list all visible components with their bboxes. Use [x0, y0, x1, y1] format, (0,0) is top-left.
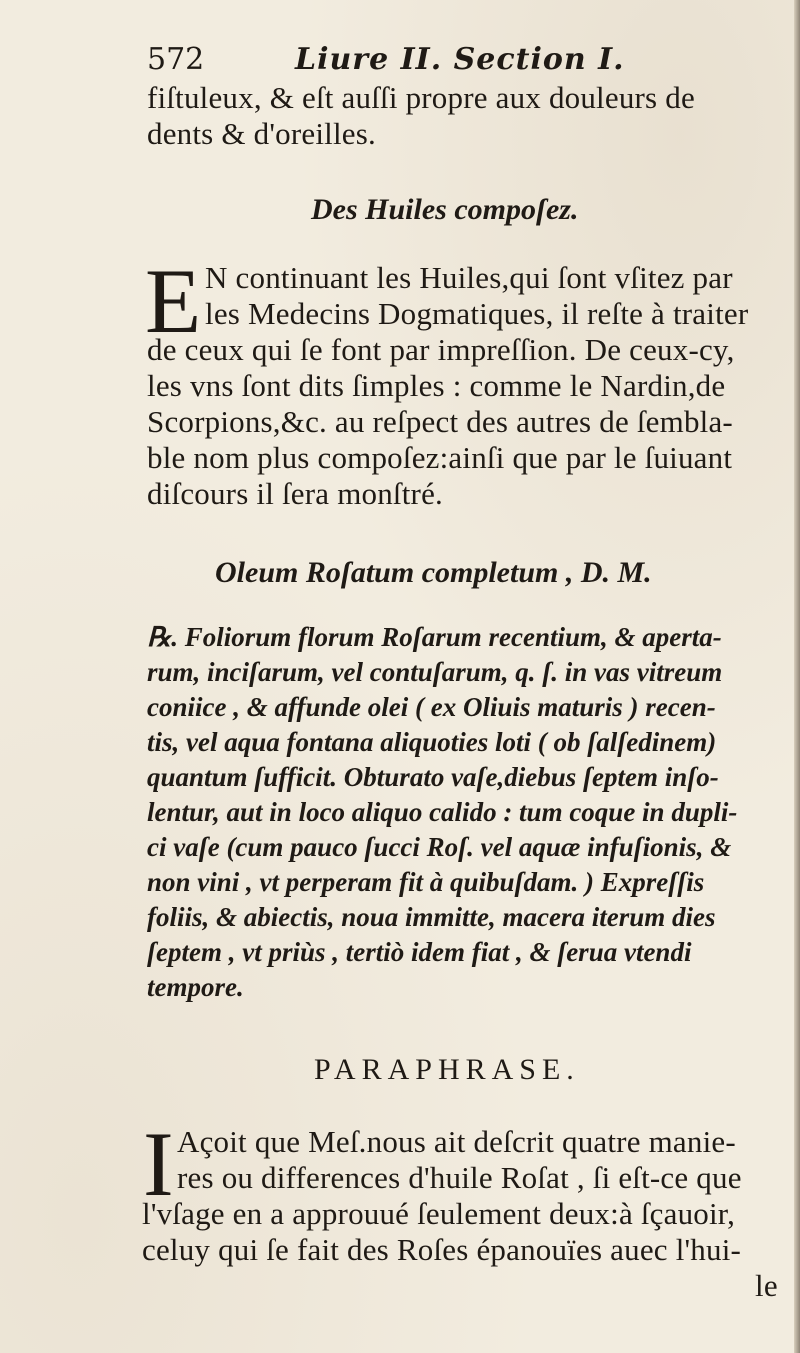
text-line: Scorpions,&c. au reſpect des autres de ſembla-	[147, 404, 733, 439]
recipe-line: ſeptem , vt priùs , tertiò idem fiat , & ſerua vtendi	[147, 937, 692, 967]
text-line: les Medecins Dogmatiques, il reſte à traiter	[205, 296, 749, 331]
recipe-line: tempore.	[147, 972, 244, 1002]
text-line: l'vſage en a approuué ſeulement deux:à ſçauoir,	[142, 1196, 736, 1231]
text-line: dents & d'oreilles.	[147, 116, 376, 151]
text-line: de ceux qui ſe font par impreſſion. De ceux-cy,	[147, 332, 735, 367]
text-line: diſcours il ſera monſtré.	[147, 476, 443, 511]
drop-cap: I	[143, 1113, 174, 1215]
recipe-line: rum, inciſarum, vel contuſarum, q. ſ. in vas vitreum	[147, 657, 723, 687]
recipe-line: ci vaſe (cum pauco ſucci Roſ. vel aquæ infuſionis, &	[147, 832, 732, 862]
recipe-line: ℞. Foliorum florum Roſarum recentium, & aperta-	[147, 622, 722, 652]
page-edge	[794, 0, 800, 1353]
recipe-line: coniice , & affunde olei ( ex Oliuis maturis ) recen-	[147, 692, 716, 722]
text-line: ble nom plus compoſez:ainſi que par le ſuiuant	[147, 440, 733, 475]
recipe-line: foliis, & abiectis, noua immitte, macera iterum dies	[147, 902, 716, 932]
section-heading: Des Huiles compoſez.	[311, 193, 579, 226]
drop-cap: E	[145, 250, 202, 352]
recipe-line: non vini , vt perperam fit à quibuſdam. ) Expreſſis	[147, 867, 705, 897]
running-head	[147, 42, 625, 82]
recipe-line: quantum ſufficit. Obturato vaſe,diebus ſeptem inſo-	[147, 762, 719, 792]
page-number: 572	[147, 42, 205, 77]
text-line: res ou differences d'huile Roſat , ſi eſt-ce que	[177, 1160, 742, 1195]
running-title: Liure II. Section I.	[295, 42, 625, 77]
recipe-heading: Oleum Roſatum completum , D. M.	[215, 556, 652, 589]
text-line: fiſtuleux, & eſt auſſi propre aux douleurs de	[147, 80, 695, 115]
text-line: N continuant les Huiles,qui ſont vſitez par	[205, 260, 733, 295]
text-line: les vns ſont dits ſimples : comme le Nardin,de	[147, 368, 726, 403]
recipe-line: tis, vel aqua fontana aliquoties loti ( ob ſalſedinem)	[147, 727, 717, 757]
text-line: Açoit que Meſ.nous ait deſcrit quatre manie-	[177, 1124, 736, 1159]
catchword: le	[755, 1268, 778, 1303]
text-line: celuy qui ſe fait des Roſes épanouïes auec l'hui-	[142, 1232, 742, 1267]
paraphrase-heading: PARAPHRASE.	[314, 1053, 580, 1086]
recipe-line: lentur, aut in loco aliquo calido : tum coque in dupli-	[147, 797, 738, 827]
